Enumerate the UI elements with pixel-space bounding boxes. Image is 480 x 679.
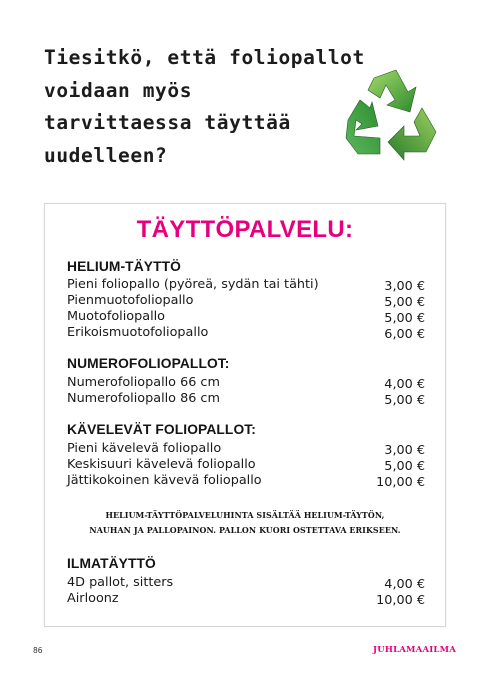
price-row [67, 590, 425, 607]
headline-line: voidaan myös [44, 78, 193, 102]
item-price: 10,00 € [376, 593, 425, 608]
price-row [67, 440, 425, 457]
item-name: Erikoismuotofoliopallo [67, 325, 209, 340]
item-price: 5,00 € [384, 393, 425, 408]
item-name: Pieni foliopallo (pyöreä, sydän tai tähti) [67, 277, 319, 292]
headline-line: Tiesitkö, että foliopallot [44, 46, 365, 69]
item-price: 4,00 € [384, 577, 425, 592]
item-name: Pieni kävelevä foliopallo [67, 441, 222, 456]
headline [44, 42, 365, 172]
note-line: NAUHAN JA PALLOPAINON. PALLON KUORI OSTETTAVA ERIKSEEN. [89, 526, 401, 535]
section-title-helium: HELIUM-TÄYTTÖ [67, 259, 181, 274]
price-row [67, 292, 425, 309]
price-row [67, 574, 425, 591]
item-price: 5,00 € [384, 311, 425, 326]
recycle-icon [340, 66, 440, 162]
item-price: 5,00 € [384, 459, 425, 474]
price-row [67, 456, 425, 473]
item-name: Numerofoliopallo 86 cm [67, 391, 220, 406]
price-row [67, 472, 425, 489]
headline-line: uudelleen? [44, 143, 168, 167]
page-number: 86 [33, 646, 43, 655]
item-price: 3,00 € [384, 279, 425, 294]
section-title-air: ILMATÄYTTÖ [67, 556, 156, 571]
price-row [67, 308, 425, 325]
item-price: 5,00 € [384, 295, 425, 310]
item-name: Airloonz [67, 591, 119, 606]
price-row [67, 374, 425, 391]
item-name: Jättikokoinen kävevä foliopallo [67, 473, 262, 488]
item-name: Keskisuuri kävelevä foliopallo [67, 457, 256, 472]
price-card [44, 203, 446, 627]
price-row [67, 390, 425, 407]
price-row [67, 276, 425, 293]
brand-name: JUHLAMAAILMA [373, 645, 456, 655]
note-line: HELIUM-TÄYTTÖPALVELUHINTA SISÄLTÄÄ HELIUM-TÄYTÖN, [105, 511, 385, 520]
section-title-walking: KÄVELEVÄT FOLIOPALLOT: [67, 422, 256, 437]
item-name: 4D pallot, sitters [67, 575, 174, 590]
helium-price-note [55, 508, 435, 538]
item-name: Pienmuotofoliopallo [67, 293, 194, 308]
item-price: 3,00 € [384, 443, 425, 458]
headline-line: tarvittaessa täyttää [44, 111, 291, 134]
card-title: TÄYTTÖPALVELU: [136, 216, 354, 243]
item-price: 6,00 € [384, 327, 425, 342]
item-name: Numerofoliopallo 66 cm [67, 375, 220, 390]
section-title-numbers: NUMEROFOLIOPALLOT: [67, 356, 230, 371]
item-price: 10,00 € [376, 475, 425, 490]
item-price: 4,00 € [384, 377, 425, 392]
item-name: Muotofoliopallo [67, 309, 166, 324]
price-row [67, 324, 425, 341]
